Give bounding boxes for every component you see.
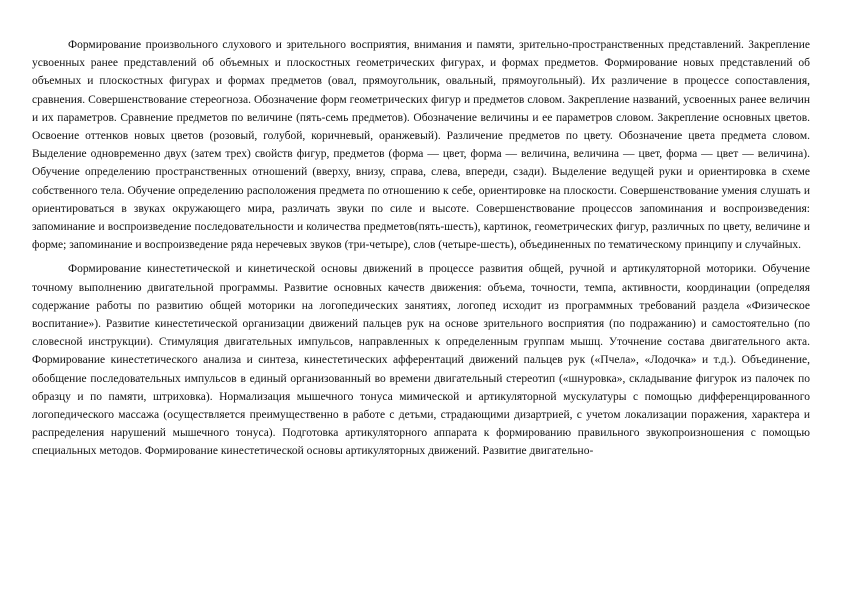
- document-page: [32, 36, 810, 461]
- paragraph-motor-skills: Формирование кинестетической и кинетической основы движений в процессе развития общей, ручной и артикуляторной моторики. Обучение точному выполнению двигательной программы. Развитие основных качеств движения: объема, точности, темпа, активности, координации (определяя содержание работы по развитию общей моторики на логопедических занятиях, логопед исходит из программных требований раздела «Физическое воспитание»). Развитие кинестетической организации движений пальцев рук на основе зрительного восприятия (по подражанию) и самостоятельно (по словесной инструкции). Стимуляция двигательных импульсов, направленных к определенным группам мышц. Уточнение состава двигательного акта. Формирование кинестетического анализа и синтеза, кинестетических афферентаций движений пальцев рук («Пчела», «Лодочка» и т.д.). Объединение, обобщение последовательных импульсов в единый организованный во времени двигательный стереотип («шнуровка», складывание фигурок из палочек по образцу и по памяти, штриховка). Нормализация мышечного тонуса мимической и артикуляторной мускулатуры с помощью дифференцированного логопедического массажа (осуществляется преимущественно в работе с детьми, страдающими дизартрией, с учетом локализации поражения, характера и распределения нарушений мышечного тонуса). Подготовка артикуляторного аппарата к формированию правильного звукопроизношения с помощью специальных методов. Формирование кинестетической основы артикуляторных движений. Развитие двигательно-: [32, 263, 810, 458]
- paragraph-perception: Формирование произвольного слухового и зрительного восприятия, внимания и памяти, зрительно-пространственных представлений. Закрепление усвоенных ранее представлений об объемных и плоскостных геометрических фигурах, и формах предметов. Формирование новых представлений об объемных и плоскостных фигурах и формах предметов (овал, прямоугольник, овальный, прямоугольный). Их различение в процессе сопоставления, сравнения. Совершенствование стереогноза. Обозначение форм геометрических фигур и предметов словом. Закрепление названий, усвоенных ранее величин и их параметров. Сравнение предметов по величине (пять-семь предметов). Обозначение величины и ее параметров словом. Закрепление основных цветов. Освоение оттенков новых цветов (розовый, голубой, коричневый, оранжевый). Различение предметов по цвету. Обозначение цвета предмета словом. Выделение одновременно двух (затем трех) свойств фигур, предметов (форма — цвет, форма — величина, величина — цвет, форма — цвет — величина). Обучение определению пространственных отношений (вверху, внизу, справа, слева, впереди, сзади). Выделение ведущей руки и ориентировка в схеме собственного тела. Обучение определению расположения предмета по отношению к себе, ориентировке на плоскости. Совершенствование умения слушать и ориентироваться в звуках окружающего мира, различать звуки по силе и высоте. Совершенствование процессов запоминания и воспроизведения: запоминание и воспроизведение последовательности и количества предметов(пять-шесть), картинок, геометрических фигур, различных по цвету, величине и форме; запоминание и воспроизведение ряда неречевых звуков (три-четыре), слов (четыре-шесть), объединенных по тематическому принципу и случайных.: [32, 39, 810, 252]
